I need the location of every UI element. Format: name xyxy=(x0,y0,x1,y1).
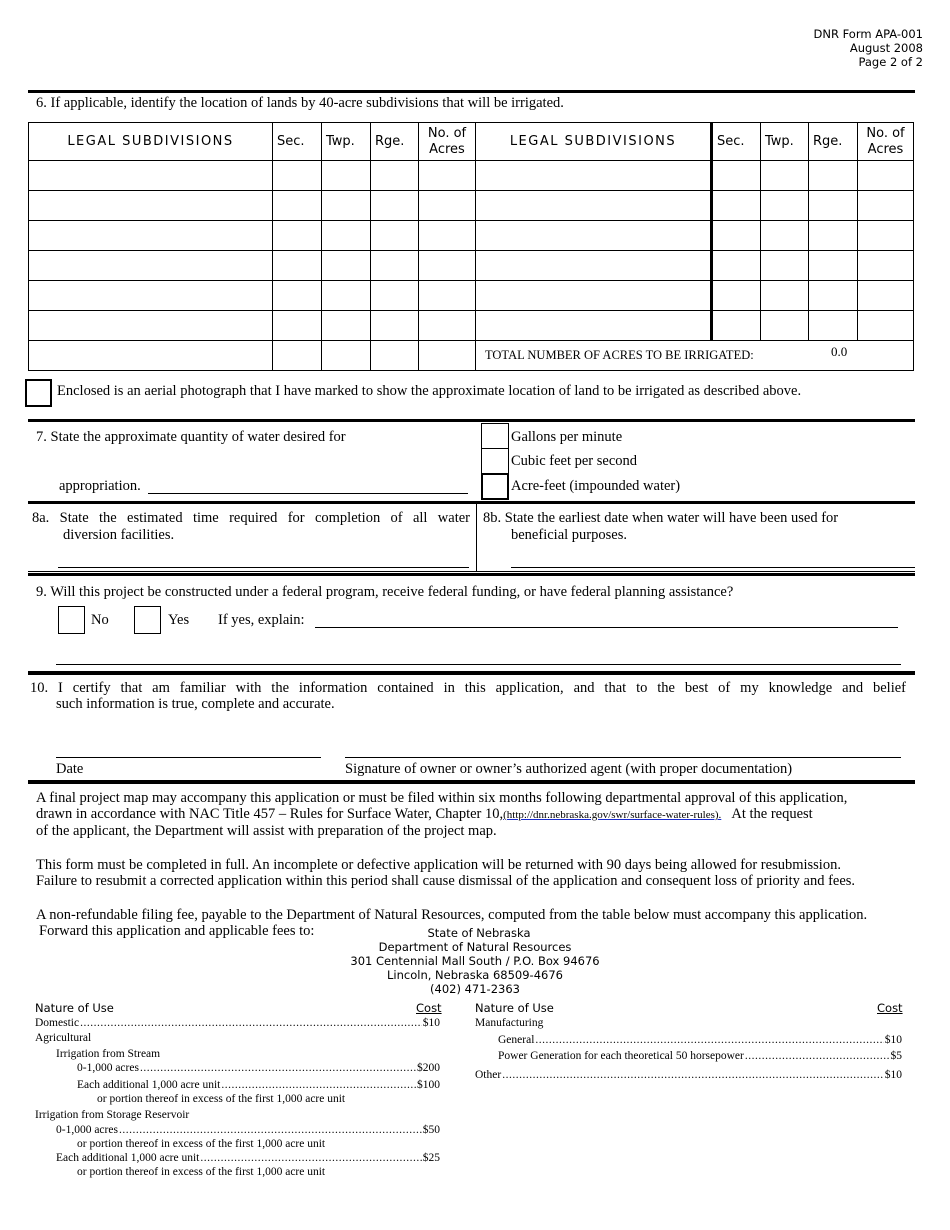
section10-prompt: 10. I certify that am familiar with the information contained in this application, and that to the best of my knowledge and belief xyxy=(30,680,906,696)
legal-cell[interactable] xyxy=(476,191,712,221)
sec-cell[interactable] xyxy=(273,161,322,191)
legal-cell[interactable] xyxy=(476,311,712,341)
table-row xyxy=(29,311,914,341)
fee-irrigation-reservoir: Irrigation from Storage Reservoir xyxy=(35,1109,190,1121)
divider xyxy=(28,571,915,572)
twp-cell[interactable] xyxy=(322,221,371,251)
twp-cell[interactable] xyxy=(761,161,809,191)
twp-cell[interactable] xyxy=(322,161,371,191)
sec-cell[interactable] xyxy=(712,311,761,341)
acres-cell[interactable] xyxy=(419,221,476,251)
sec-cell[interactable] xyxy=(273,341,322,371)
rge-cell[interactable] xyxy=(371,191,419,221)
divider xyxy=(28,90,915,93)
col-sec-2: Sec. xyxy=(712,123,761,161)
divider xyxy=(28,419,915,422)
fee-header-cost: Cost xyxy=(416,1001,442,1015)
legal-cell[interactable] xyxy=(29,311,273,341)
acres-cell[interactable] xyxy=(419,281,476,311)
table-row xyxy=(29,161,914,191)
col-legal-subdivisions: LEGAL SUBDIVISIONS xyxy=(29,123,273,161)
sec-cell[interactable] xyxy=(712,221,761,251)
acre-feet-checkbox[interactable] xyxy=(481,473,509,500)
aerial-photo-checkbox[interactable] xyxy=(25,379,52,407)
sec-cell[interactable] xyxy=(712,161,761,191)
fee-irrigation-stream: Irrigation from Stream xyxy=(56,1048,161,1060)
page-number: Page 2 of 2 xyxy=(858,55,923,69)
twp-cell[interactable] xyxy=(322,281,371,311)
completion-time-input[interactable] xyxy=(58,567,469,568)
legal-cell[interactable] xyxy=(29,251,273,281)
rge-cell[interactable] xyxy=(371,281,419,311)
divider xyxy=(28,501,915,504)
fee-res-add-note: or portion thereof in excess of the first 1,000 acre unit xyxy=(77,1166,326,1178)
mailing-address xyxy=(0,926,950,996)
divider xyxy=(28,780,915,784)
gallons-per-minute-checkbox[interactable] xyxy=(481,423,509,449)
fee-row-power: Power Generation for each theoretical 50 horsepower ..... $5 xyxy=(498,1050,902,1062)
section10-prompt-cont: such information is true, complete and accurate. xyxy=(56,696,335,712)
acres-cell[interactable] xyxy=(419,251,476,281)
section9-prompt: 9. Will this project be constructed under a federal program, receive federal funding, or have federal planning assistance? xyxy=(36,584,734,600)
rge-cell[interactable] xyxy=(371,161,419,191)
divider xyxy=(28,573,915,576)
address-line: 301 Centennial Mall South / P.O. Box 94676 xyxy=(350,954,600,968)
legal-cell[interactable] xyxy=(29,161,273,191)
sec-cell[interactable] xyxy=(712,191,761,221)
rge-cell[interactable] xyxy=(371,221,419,251)
col-rge: Rge. xyxy=(371,123,419,161)
cubic-feet-per-second-label: Cubic feet per second xyxy=(511,453,638,469)
sec-cell[interactable] xyxy=(273,311,322,341)
cubic-feet-per-second-checkbox[interactable] xyxy=(481,448,509,474)
acres-cell[interactable] xyxy=(419,191,476,221)
form-date: August 2008 xyxy=(849,41,923,55)
twp-cell[interactable] xyxy=(322,251,371,281)
sec-cell[interactable] xyxy=(273,191,322,221)
address-line: State of Nebraska xyxy=(427,926,531,940)
fee-row-general: General ..... $10 xyxy=(498,1034,902,1046)
sec-cell[interactable] xyxy=(273,281,322,311)
fee-agricultural: Agricultural xyxy=(35,1032,92,1044)
legal-cell[interactable] xyxy=(29,191,273,221)
signature-input[interactable] xyxy=(345,757,901,758)
rge-cell[interactable] xyxy=(809,191,858,221)
total-acres-cell xyxy=(476,341,914,371)
federal-yes-checkbox[interactable] xyxy=(134,606,161,634)
table-row-total xyxy=(29,341,914,371)
gallons-per-minute-label: Gallons per minute xyxy=(511,429,623,445)
acres-cell[interactable] xyxy=(419,341,476,371)
legal-subdivisions-table xyxy=(28,122,914,371)
surface-water-rules-link[interactable]: (http://dnr.nebraska.gov/swr/surface-water-rules). xyxy=(503,809,722,821)
section6-prompt: 6. If applicable, identify the location of lands by 40-acre subdivisions that will be irrigated. xyxy=(36,95,564,111)
section7-prompt-cont: appropriation. xyxy=(59,478,141,494)
fee-note-line1: A non-refundable filing fee, payable to the Department of Natural Resources, computed from the table below must accompany this application. xyxy=(36,907,868,923)
fee-manufacturing: Manufacturing xyxy=(475,1017,544,1029)
twp-cell[interactable] xyxy=(322,311,371,341)
address-line: Department of Natural Resources xyxy=(378,940,572,954)
beneficial-use-date-input[interactable] xyxy=(511,567,915,568)
section8b-prompt-cont: beneficial purposes. xyxy=(511,527,627,543)
address-line: (402) 471-2363 xyxy=(430,982,520,996)
col-legal-subdivisions-2: LEGAL SUBDIVISIONS xyxy=(476,123,712,161)
federal-no-checkbox[interactable] xyxy=(58,606,85,634)
section8a-prompt: 8a. State the estimated time required for completion of all water xyxy=(32,510,470,526)
quantity-input[interactable] xyxy=(148,493,468,494)
legal-cell[interactable] xyxy=(476,161,712,191)
rge-cell[interactable] xyxy=(809,161,858,191)
fee-res-first-note: or portion thereof in excess of the first 1,000 acre unit xyxy=(77,1138,326,1150)
section8a-prompt-cont: diversion facilities. xyxy=(63,527,175,543)
rge-cell[interactable] xyxy=(809,221,858,251)
map-note-line1: A final project map may accompany this application or must be filed within six months following departmental approval of this application, xyxy=(36,790,848,806)
fee-row-domestic: Domestic ..... $10 xyxy=(35,1017,440,1029)
section7-prompt: 7. State the approximate quantity of water desired for xyxy=(36,429,346,445)
fee-row-other: Other ..... $10 xyxy=(475,1069,902,1081)
twp-cell[interactable] xyxy=(322,191,371,221)
fee-row-res-first: 0-1,000 acres ..... $50 xyxy=(56,1124,440,1136)
address-line: Lincoln, Nebraska 68509-4676 xyxy=(387,968,563,982)
federal-yes-label: Yes xyxy=(168,612,190,628)
fee-stream-add-note: or portion thereof in excess of the first 1,000 acre unit xyxy=(97,1093,346,1105)
date-label: Date xyxy=(56,761,84,777)
map-note-line2: drawn in accordance with NAC Title 457 – Rules for Surface Water, Chapter 10,(http://dnr.nebraska.gov/swr/surface-water-rules). At the request xyxy=(36,806,813,822)
sec-cell[interactable] xyxy=(712,251,761,281)
explain-input-line2[interactable] xyxy=(56,664,901,665)
table-header-row xyxy=(29,123,914,161)
acres-cell[interactable] xyxy=(858,221,914,251)
legal-cell[interactable] xyxy=(476,281,712,311)
complete-note-line2: Failure to resubmit a corrected application within this period shall cause dismissal of the application and consequent loss of priority and fees. xyxy=(36,873,856,889)
fee-header-use: Nature of Use xyxy=(35,1001,114,1015)
total-acres-label: TOTAL NUMBER OF ACRES TO BE IRRIGATED: xyxy=(485,348,754,362)
acres-cell[interactable] xyxy=(858,251,914,281)
signature-label: Signature of owner or owner’s authorized agent (with proper documentation) xyxy=(345,761,793,777)
legal-cell[interactable] xyxy=(29,221,273,251)
form-id: DNR Form APA-001 xyxy=(813,27,923,41)
twp-cell[interactable] xyxy=(322,341,371,371)
legal-cell[interactable] xyxy=(476,221,712,251)
fee-header-use-right: Nature of Use xyxy=(475,1001,554,1015)
col-twp-2: Twp. xyxy=(761,123,809,161)
acres-cell[interactable] xyxy=(858,311,914,341)
legal-cell[interactable] xyxy=(29,281,273,311)
twp-cell[interactable] xyxy=(761,251,809,281)
aerial-photo-label: Enclosed is an aerial photograph that I have marked to show the approximate location of land to be irrigated as described above. xyxy=(57,383,802,399)
acres-cell[interactable] xyxy=(858,281,914,311)
forward-label: Forward this application and applicable fees to: xyxy=(39,923,315,939)
sec-cell[interactable] xyxy=(273,221,322,251)
twp-cell[interactable] xyxy=(761,191,809,221)
col-no-of-acres: No. of Acres xyxy=(419,123,476,161)
col-twp: Twp. xyxy=(322,123,371,161)
section8b-prompt: 8b. State the earliest date when water will have been used for xyxy=(483,510,839,526)
column-divider xyxy=(476,504,477,572)
table-row xyxy=(29,251,914,281)
col-no-of-acres-2: No. of Acres xyxy=(858,123,914,161)
acres-cell[interactable] xyxy=(858,191,914,221)
rge-cell[interactable] xyxy=(371,251,419,281)
acres-cell[interactable] xyxy=(419,161,476,191)
twp-cell[interactable] xyxy=(761,281,809,311)
sec-cell[interactable] xyxy=(273,251,322,281)
twp-cell[interactable] xyxy=(761,221,809,251)
col-sec: Sec. xyxy=(273,123,322,161)
date-input[interactable] xyxy=(56,757,321,758)
total-acres-value: 0.0 xyxy=(831,344,848,359)
acre-feet-label: Acre-feet (impounded water) xyxy=(511,478,681,494)
table-row xyxy=(29,281,914,311)
divider xyxy=(28,671,915,675)
sec-cell[interactable] xyxy=(712,281,761,311)
complete-note-line1: This form must be completed in full. An incomplete or defective application will be returned with 90 days being allowed for resubmission. xyxy=(36,857,841,873)
fee-header-cost-right: Cost xyxy=(877,1001,903,1015)
explain-label: If yes, explain: xyxy=(218,612,305,628)
rge-cell[interactable] xyxy=(809,311,858,341)
legal-cell[interactable] xyxy=(476,251,712,281)
form-header xyxy=(813,27,923,69)
table-row xyxy=(29,221,914,251)
fee-row-res-add: Each additional 1,000 acre unit ..... $25 xyxy=(56,1152,440,1164)
legal-cell[interactable] xyxy=(29,341,273,371)
twp-cell[interactable] xyxy=(761,311,809,341)
fee-row-stream-add: Each additional 1,000 acre unit ..... $100 xyxy=(77,1079,440,1091)
rge-cell[interactable] xyxy=(809,251,858,281)
acres-cell[interactable] xyxy=(858,161,914,191)
rge-cell[interactable] xyxy=(809,281,858,311)
fee-row-stream-first: 0-1,000 acres ..... $200 xyxy=(77,1062,440,1074)
table-row xyxy=(29,191,914,221)
federal-no-label: No xyxy=(91,612,109,628)
col-rge-2: Rge. xyxy=(809,123,858,161)
map-note-line3: of the applicant, the Department will assist with preparation of the project map. xyxy=(36,823,497,839)
rge-cell[interactable] xyxy=(371,311,419,341)
explain-input[interactable] xyxy=(315,627,898,628)
rge-cell[interactable] xyxy=(371,341,419,371)
acres-cell[interactable] xyxy=(419,311,476,341)
